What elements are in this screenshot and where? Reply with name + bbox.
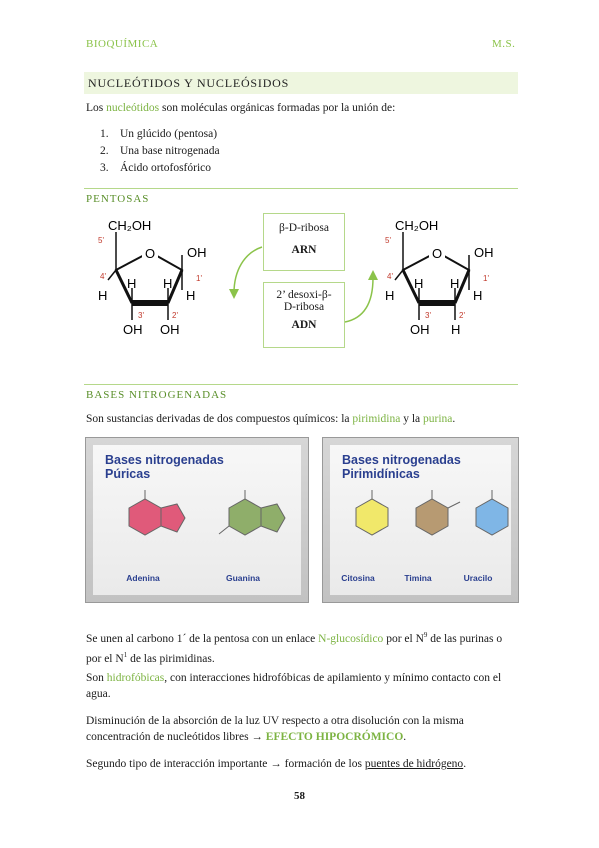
uracilo-label: Uracilo [463, 573, 493, 583]
deoxyribose-name-1: 2’ desoxi-β- [276, 289, 332, 301]
guanina-label: Guanina [225, 573, 260, 583]
h-label: H [414, 276, 424, 291]
carbon-number: 3' [425, 311, 431, 320]
divider [84, 384, 518, 385]
ch2oh-label: CH₂OH [108, 218, 152, 233]
carbon-number: 5' [98, 236, 104, 245]
hypochromic-paragraph: Disminución de la absorción de la luz UV respecto a otra disolución con la misma concentración de nucleótidos libres → EFECTO HIPOCRÓMICO. [86, 715, 464, 743]
glycosidic-paragraph: Se unen al carbono 1´ de la pentosa con un enlace N-glucosídico por el $N^9$ de las purinas o por el $N^1$ de las pirimidinas. [86, 631, 503, 665]
ribose-name: β-D-ribosa [279, 222, 329, 234]
h-label: H [163, 276, 173, 291]
h-label: H [450, 276, 460, 291]
hydrophobic-highlight: hidrofóbicas [106, 672, 165, 684]
adn-label: ADN [291, 319, 317, 331]
carbon-number: 1' [196, 274, 202, 283]
adenina-label: Adenina [126, 573, 160, 583]
carbon-number: 4' [387, 272, 393, 281]
oh-label: OH [474, 245, 494, 260]
oh-label: OH [410, 322, 430, 337]
deoxyribose-box [263, 282, 345, 348]
pyrimidine-bases-panel [322, 437, 519, 603]
ribose-box [263, 213, 345, 271]
citosina-label: Citosina [341, 573, 375, 583]
cytosine-ring [356, 499, 388, 535]
oh-label: OH [123, 322, 143, 337]
arn-label: ARN [291, 244, 317, 256]
panel-title: Bases nitrogenadas [342, 453, 461, 467]
purina-highlight: purina [423, 413, 453, 425]
h-label: H [385, 288, 395, 303]
page-number: 58 [294, 790, 305, 802]
thymine-ring [416, 499, 448, 535]
hydrogen-bonds-paragraph: Segundo tipo de interacción importante → formación de los puentes de hidrógeno. [86, 758, 467, 770]
oh-label: OH [160, 322, 180, 337]
bases-paragraph: Son sustancias derivadas de dos compuestos químicos: la pirimidina y la purina. [86, 413, 456, 425]
carbon-number: 5' [385, 236, 391, 245]
deoxyribose-name-2: D-ribosa [283, 301, 325, 313]
hydrogen-bonds-underline: puentes de hidrógeno [364, 758, 464, 770]
ring-oxygen: O [145, 246, 156, 261]
adenine-ring-5 [161, 504, 185, 532]
carbon-number: 4' [100, 272, 106, 281]
guanine-ring-5 [261, 504, 285, 532]
list-item: 3. Ácido ortofosfórico [100, 162, 212, 174]
panel-subtitle: Pirimidínicas [342, 467, 420, 481]
glycosidic-highlight: N-glucosídico [318, 632, 384, 645]
h-label: H [98, 288, 108, 303]
adenine-ring [129, 499, 161, 535]
h-label: H [473, 288, 483, 303]
carbon-number: 2' [459, 311, 465, 320]
arrow-to-ribose [228, 245, 266, 303]
ring-oxygen: O [432, 246, 443, 261]
divider [84, 188, 518, 189]
bases-title: BASES NITROGENADAS [86, 389, 228, 401]
intro-paragraph: Los nucleótidos son moléculas orgánicas formadas por la unión de: [86, 102, 396, 114]
carbon-number: 2' [172, 311, 178, 320]
carbon-number: 3' [138, 311, 144, 320]
intro-highlight: nucleótidos [106, 102, 160, 114]
hydrophobic-paragraph: Son hidrofóbicas, con interacciones hidrofóbicas de apilamiento y mínimo contacto con el agua. [86, 672, 502, 700]
timina-label: Timina [404, 573, 432, 583]
uracil-ring [476, 499, 508, 535]
h-label: H [127, 276, 137, 291]
list-item: 1. Un glúcido (pentosa) [100, 128, 218, 140]
header-initials: M.S. [492, 38, 516, 50]
section-title: NUCLEÓTIDOS Y NUCLEÓSIDOS [88, 76, 290, 90]
oh-label: OH [187, 245, 207, 260]
pirimidina-highlight: pirimidina [352, 413, 401, 425]
list-item: 2. Una base nitrogenada [100, 145, 220, 157]
deoxyribose-structure [373, 210, 508, 345]
puric-molecules [101, 490, 301, 565]
puric-bases-panel [85, 437, 309, 603]
guanine-ring [229, 499, 261, 535]
panel-title: Bases nitrogenadas [105, 453, 224, 467]
components-list [100, 126, 220, 177]
pentosas-title: PENTOSAS [86, 193, 150, 205]
h-label: H [186, 288, 196, 303]
h-label: H [451, 322, 461, 337]
header-subject: BIOQUÍMICA [86, 38, 159, 50]
pyrimidine-molecules [336, 490, 511, 565]
carbon-number: 1' [483, 274, 489, 283]
panel-subtitle: Púricas [105, 467, 151, 481]
hypochromic-highlight: EFECTO HIPOCRÓMICO [265, 731, 404, 743]
ch2oh-label: CH₂OH [395, 218, 439, 233]
ribose-structure [86, 210, 221, 345]
